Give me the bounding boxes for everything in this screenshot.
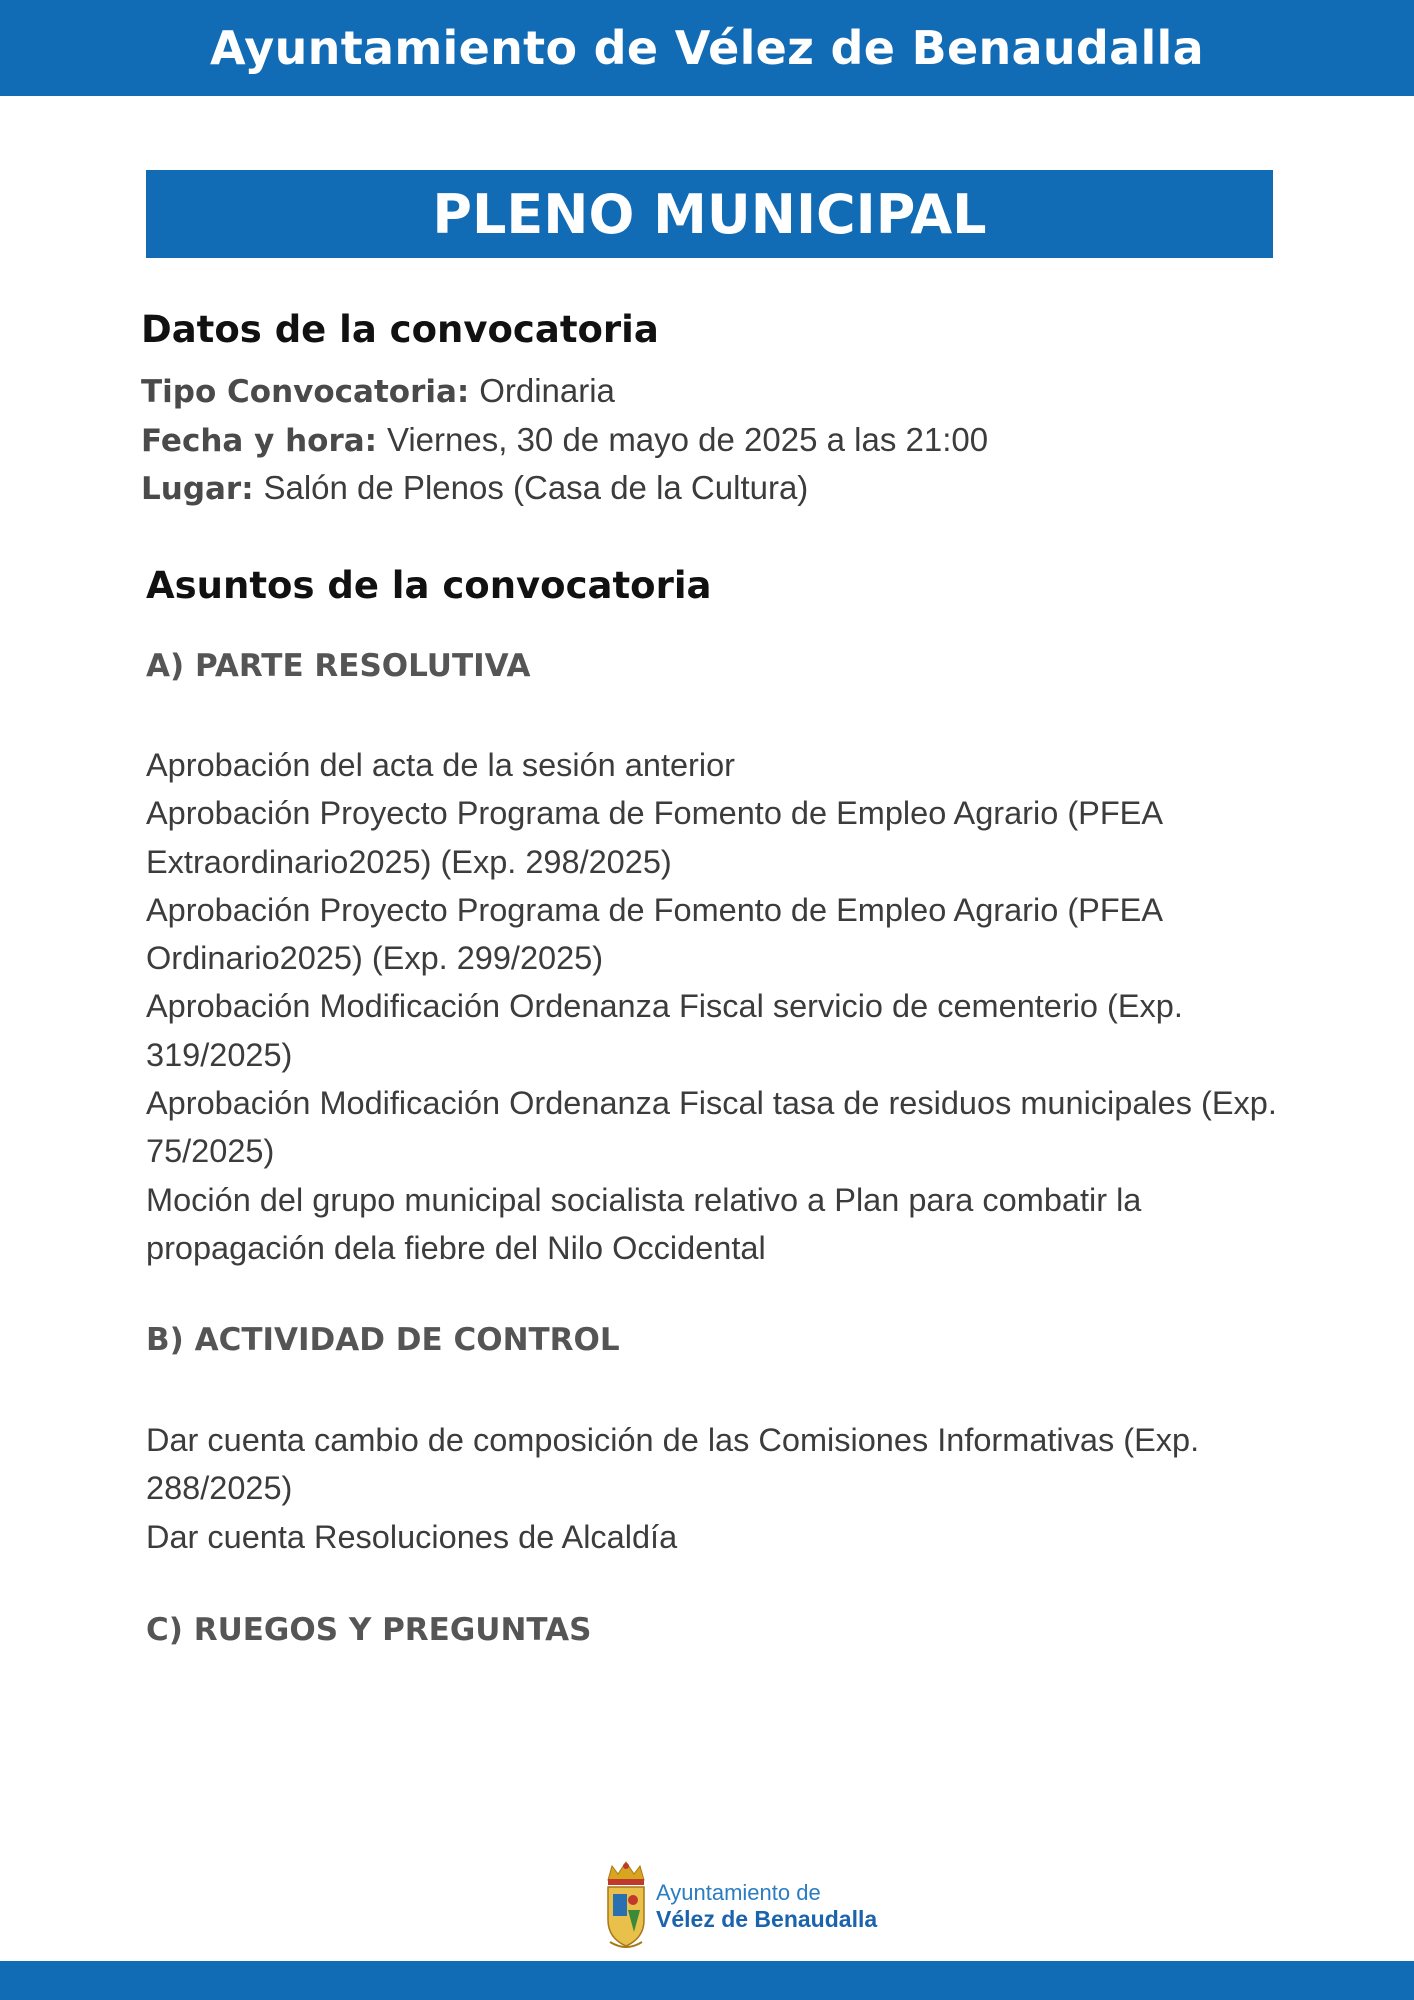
page-title: PLENO MUNICIPAL [432,182,987,246]
list-item: Aprobación Modificación Ordenanza Fiscal servicio de cementerio (Exp. 319/2025) [146,988,1183,1073]
parte-b-heading: B) ACTIVIDAD DE CONTROL [146,1322,620,1358]
tipo-label: Tipo Convocatoria: [141,374,470,410]
coat-of-arms-icon [604,1860,648,1952]
lugar-value: Salón de Plenos (Casa de la Cultura) [263,469,809,506]
tipo-convocatoria [141,372,615,410]
list-item: Aprobación del acta de la sesión anterior [146,747,735,783]
logo-line-2: Vélez de Benaudalla [656,1906,878,1932]
logo-text [656,1880,877,1932]
parte-a-list [146,741,1306,1272]
lugar [141,469,808,507]
footer-bar [0,1961,1414,2000]
list-item: Aprobación Proyecto Programa de Fomento de Empleo Agrario (PFEA Ordinario2025) (Exp. 299/2025) [146,891,1162,977]
list-item: Aprobación Modificación Ordenanza Fiscal tasa de residuos municipales (Exp. 75/2025) [146,1085,1277,1170]
parte-c-heading: C) RUEGOS Y PREGUNTAS [146,1612,592,1648]
header-title: Ayuntamiento de Vélez de Benaudalla [210,21,1204,75]
lugar-label: Lugar: [141,471,254,507]
header-bar [0,0,1414,96]
list-item: Dar cuenta Resoluciones de Alcaldía [146,1518,678,1555]
parte-b-list [146,1416,1306,1561]
logo-line-1: Ayuntamiento de [656,1880,821,1905]
fecha-hora [141,421,988,459]
tipo-value: Ordinaria [479,372,615,409]
fecha-label: Fecha y hora: [141,423,378,459]
convocatoria-heading: Datos de la convocatoria [141,308,659,351]
footer-logo [604,1858,904,1954]
list-item: Aprobación Proyecto Programa de Fomento de Empleo Agrario (PFEA Extraordinario2025) (Exp. 298/2025) [146,795,1162,880]
parte-a-heading: A) PARTE RESOLUTIVA [146,648,531,684]
fecha-value: Viernes, 30 de mayo de 2025 a las 21:00 [386,421,989,458]
title-banner [146,170,1273,258]
list-item: Moción del grupo municipal socialista relativo a Plan para combatir la propagación dela fiebre del Nilo Occidental [146,1181,1142,1266]
asuntos-heading: Asuntos de la convocatoria [146,564,712,607]
list-item: Dar cuenta cambio de composición de las Comisiones Informativas (Exp. 288/2025) [146,1422,1200,1507]
